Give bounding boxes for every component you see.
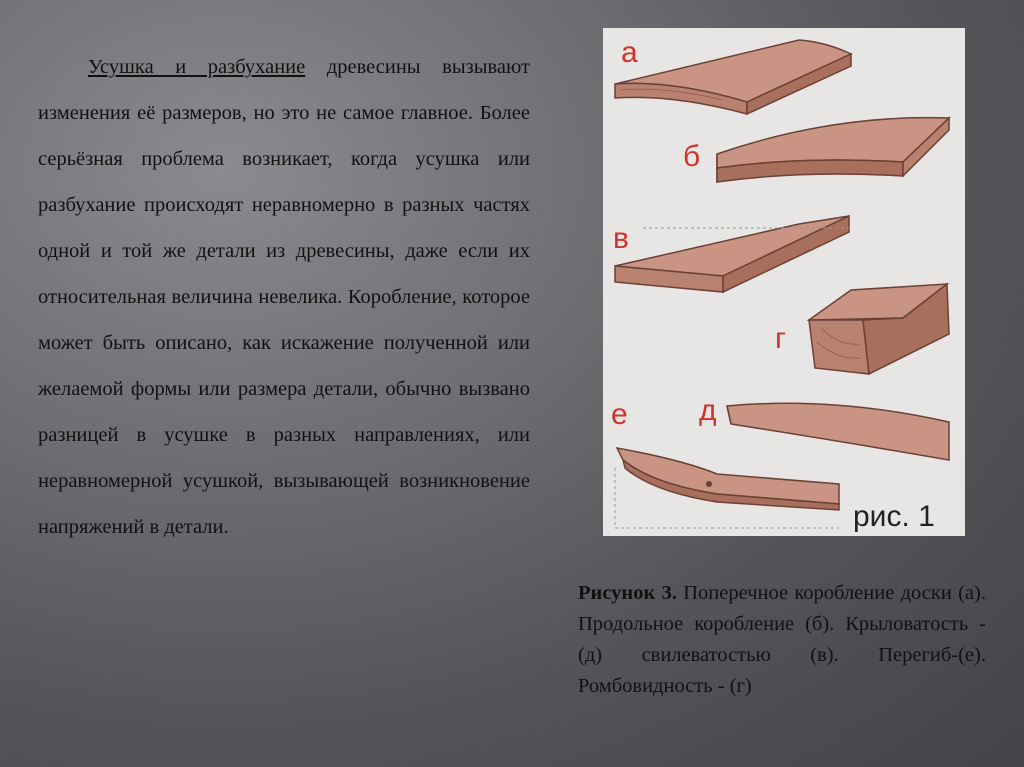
caption-lead: Рисунок 3. xyxy=(578,582,677,604)
letter-g: г xyxy=(775,322,786,355)
body-text xyxy=(38,44,530,550)
figure-label: рис. 1 xyxy=(853,500,935,533)
figure-caption xyxy=(578,578,986,702)
letter-d: д xyxy=(699,394,717,427)
board-twisted xyxy=(615,216,849,292)
body-paragraph: древесины вызывают изменения её размеров, но это не самое главное. Более серьёзная проблема возникает, когда усушка или разбухание происходят неравномерно в разных частях одной и той же детали из древесины, даже если их относительная величина невелика. Коробление, которое может быть описано, как искажение полученной или желаемой формы или размера детали, обычно вызвано разницей в усушке в разных направлениях, или неравномерной усушкой, вызывающей возникновение напряжений в детали. xyxy=(38,56,530,538)
letter-b: б xyxy=(683,140,701,173)
board-bowed xyxy=(717,118,949,182)
letter-a: а xyxy=(621,36,638,69)
warping-illustration xyxy=(603,28,965,536)
board-diamonding xyxy=(809,284,949,374)
underlined-lead: Усушка и разбухание xyxy=(88,56,306,78)
board-crooked xyxy=(727,403,949,460)
letter-v: в xyxy=(613,222,629,255)
caption-text: Поперечное коробление доски (а). Продольное коробление (б). Крыловатость - (д) свилеватостью (в). Перегиб-(е). Ромбовидность - (г) xyxy=(578,582,986,697)
letter-e: е xyxy=(611,398,628,431)
board-cupped xyxy=(615,40,851,114)
board-kinked xyxy=(615,448,839,528)
warping-figure xyxy=(603,28,965,536)
